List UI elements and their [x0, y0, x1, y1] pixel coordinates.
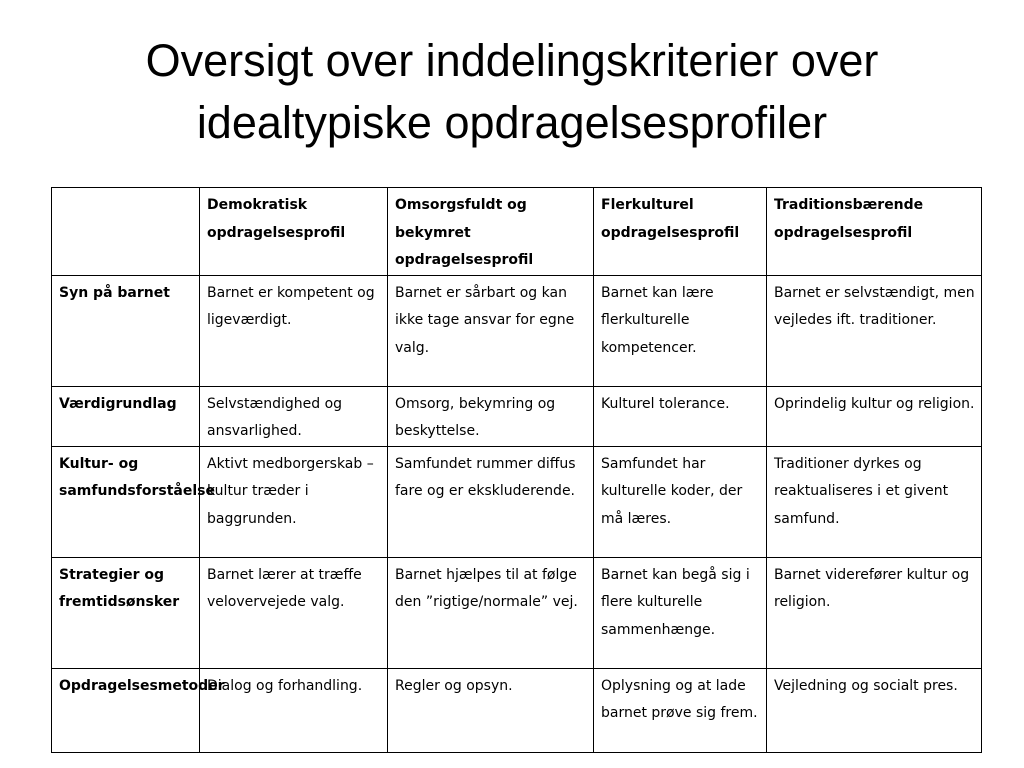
- table-row: [52, 386, 982, 446]
- table-cell: Dialog og forhandling.: [200, 668, 388, 752]
- table-cell: Barnet kan begå sig i flere kulturelle sammenhænge.: [594, 557, 767, 668]
- row-header-methods: Opdragelsesmetoder: [52, 668, 200, 752]
- slide-title-line-1: Oversigt over inddelingskriterier over: [145, 35, 879, 86]
- table-cell: Barnet er sårbart og kan ikke tage ansvar for egne valg.: [388, 275, 594, 386]
- table-cell: Traditioner dyrkes og reaktualiseres i et givent samfund.: [767, 446, 982, 557]
- table-cell: Barnet viderefører kultur og religion.: [767, 557, 982, 668]
- table-cell: Barnet er selvstændigt, men vejledes ift. traditioner.: [767, 275, 982, 386]
- column-header-traditional: Traditionsbærende opdragelsesprofil: [767, 188, 982, 276]
- table-cell: Aktivt medborgerskab – kultur træder i baggrunden.: [200, 446, 388, 557]
- table-cell: Barnet hjælpes til at følge den ”rigtige/normale” vej.: [388, 557, 594, 668]
- table-cell: Oplysning og at lade barnet prøve sig frem.: [594, 668, 767, 752]
- table-cell: Omsorg, bekymring og beskyttelse.: [388, 386, 594, 446]
- table-cell: Kulturel tolerance.: [594, 386, 767, 446]
- table-cell: Regler og opsyn.: [388, 668, 594, 752]
- table-row: [52, 446, 982, 557]
- table-row: [52, 275, 982, 386]
- table-cell: Barnet er kompetent og ligeværdigt.: [200, 275, 388, 386]
- table-cell: Samfundet rummer diffus fare og er ekskluderende.: [388, 446, 594, 557]
- row-header-values: Værdigrundlag: [52, 386, 200, 446]
- table-corner-cell: [52, 188, 200, 276]
- row-header-view-of-child: Syn på barnet: [52, 275, 200, 386]
- table-cell: Barnet kan lære flerkulturelle kompetencer.: [594, 275, 767, 386]
- slide-title: [0, 30, 1024, 154]
- table-cell: Vejledning og socialt pres.: [767, 668, 982, 752]
- table-cell: Barnet lærer at træffe velovervejede valg.: [200, 557, 388, 668]
- table-cell: Selvstændighed og ansvarlighed.: [200, 386, 388, 446]
- table-cell: Samfundet har kulturelle koder, der må læres.: [594, 446, 767, 557]
- column-header-caring: Omsorgsfuldt og bekymret opdragelsesprofil: [388, 188, 594, 276]
- row-header-culture: Kultur- og samfundsforståelse: [52, 446, 200, 557]
- row-header-strategies: Strategier og fremtidsønsker: [52, 557, 200, 668]
- table-cell: Oprindelig kultur og religion.: [767, 386, 982, 446]
- table-header-row: [52, 188, 982, 276]
- column-header-democratic: Demokratisk opdragelsesprofil: [200, 188, 388, 276]
- table-row: [52, 557, 982, 668]
- column-header-multicultural: Flerkulturel opdragelsesprofil: [594, 188, 767, 276]
- slide-title-line-2: idealtypiske opdragelsesprofiler: [196, 97, 828, 148]
- criteria-table: [51, 187, 982, 753]
- table-row: [52, 668, 982, 752]
